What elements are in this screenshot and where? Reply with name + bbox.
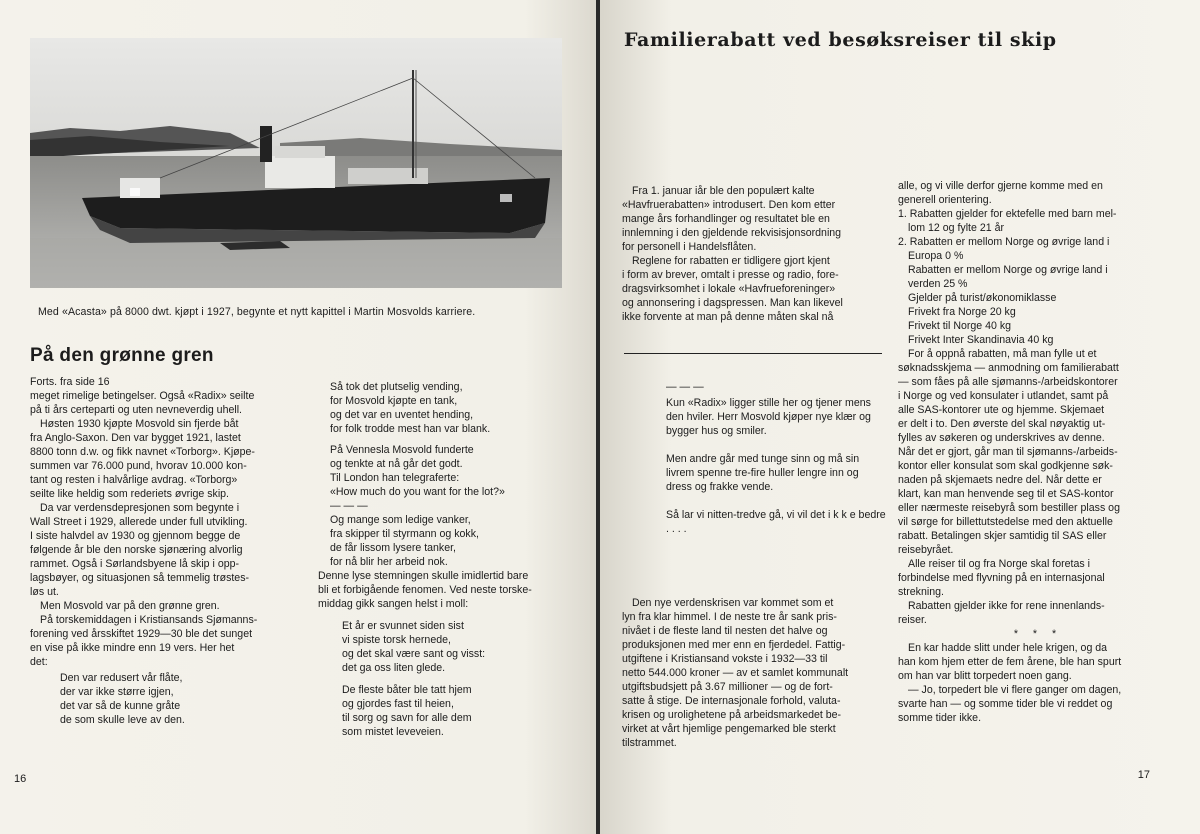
rules-list (898, 207, 1168, 347)
list-item: Frivekt fra Norge 20 kg (908, 306, 1016, 318)
text-line: i Norge og ved konsulater i utlandet, samt på (898, 390, 1109, 402)
poem-dashes: — — — (666, 381, 704, 393)
verse-line: Og mange som ledige vanker, (330, 514, 471, 526)
verse-line: det ga oss liten glede. (342, 662, 446, 674)
text-line: løs ut. (30, 586, 59, 598)
verse-line: og må sin livrem spenne (666, 453, 860, 479)
text-line: er delt i to. Den øverste del skal nøyaktig ut- (898, 418, 1106, 430)
verse-line: Men andre går med tunge sinn (666, 453, 811, 465)
text-line: tilstrammet. (622, 737, 677, 749)
text-line: virket at vårt hjemlige pengemarked ble sterkt (622, 723, 836, 735)
text-line: søknadsskjema — anmodning om familierabatt (898, 362, 1119, 374)
verse-stanza (666, 396, 886, 438)
verse-line: Kun «Radix» ligger stille her (666, 397, 798, 409)
text-line: satte å stige. De internasjonale forhold, valuta- (622, 695, 841, 707)
text-line: Rabatten gjelder ikke for rene innenlands- (908, 600, 1105, 612)
text-line: fylles av søkeren og underskrives av denne. (898, 432, 1105, 444)
text-line: lyn fra klar himmel. I de neste tre år sank pris- (622, 611, 837, 623)
verse-line: Den var redusert vår flåte, (60, 672, 183, 684)
verse-line: for nå blir her arbeid nok. (330, 556, 448, 568)
text-line: På torskemiddagen i Kristiansands Sjømanns- (40, 614, 258, 626)
left-page (0, 0, 596, 834)
verse-line: og det skal være sant og visst: (342, 648, 486, 660)
text-line: for personell i Handelsflåten. (622, 241, 757, 253)
verse-line: På Vennesla Mosvold funderte (330, 444, 474, 456)
ship-photo (30, 38, 562, 288)
verse-line: til sorg og savn for alle dem (342, 712, 472, 724)
text-line: For å oppnå rabatten, må man fylle ut et (908, 348, 1097, 360)
right-column-1-bottom (622, 596, 890, 750)
text-line: bli et forbigående fenomen. Ved neste torske- (318, 584, 532, 596)
verse-stanza (666, 452, 886, 494)
text-line: om han var blitt torpedert noen gang. (898, 670, 1072, 682)
verse-stanza (330, 380, 590, 436)
left-column-1 (30, 375, 302, 727)
text-line: Denne lyse stemningen skulle imidlertid bare (318, 570, 529, 582)
text-line: Når det er gjort, går man til sjømanns-/arbeids- (898, 446, 1118, 458)
text-line: tant og resten i halvårlige avdrag. «Torborg» (30, 474, 238, 486)
verse-line: Herr Mosvold kjøper nye klær (717, 411, 857, 423)
right-column-2 (898, 179, 1168, 725)
article-heading: På den grønne gren (30, 345, 214, 366)
verse-line: og gjordes fast til heien, (342, 698, 454, 710)
text-line: — som fåes på alle sjømanns-/arbeidskontorer (898, 376, 1118, 388)
verse-stanza (330, 683, 590, 739)
left-column-2 (318, 380, 590, 739)
text-line: meget rimelige betingelser. Også «Radix» seilte (30, 390, 255, 402)
list-item: 2. Rabatten er mellom Norge og øvrige land i (898, 236, 1110, 248)
verse-line: «How much do you want for the lot?» (330, 486, 505, 498)
verse-stanza (330, 513, 590, 569)
verse-line: og tenkte at nå går det godt. (330, 458, 463, 470)
text-line: reiser. (898, 614, 927, 626)
verse-line: — — — (330, 500, 368, 512)
verse-line: det var så de kunne gråte (60, 700, 181, 712)
left-col1-prose (30, 375, 302, 669)
verse-stanza (30, 671, 302, 727)
verse-line: vi vil det i k k e bedre . . . . (666, 509, 886, 535)
text-line: dragsvirksomhet i lokale «Havfrueforeninger» (622, 283, 836, 295)
list-item: Europa 0 % (908, 250, 964, 262)
verse-line: for Mosvold kjøpte en tank, (330, 395, 458, 407)
text-line: følgende år ble den norske sjønæring alvorlig (30, 544, 243, 556)
page-number-right: 17 (1137, 769, 1150, 781)
list-item: Frivekt Inter Skandinavia 40 kg (908, 334, 1054, 346)
list-item: verden 25 % (908, 278, 968, 290)
verse-line: Et år er svunnet siden sist (342, 620, 464, 632)
list-item: lom 12 og fylte 21 år (908, 222, 1004, 234)
text-line: Høsten 1930 kjøpte Mosvold sin fjerde båt (40, 418, 239, 430)
text-line: utgiftsbudsjett på 3.67 millioner — og de fort- (622, 681, 833, 693)
text-line: Den nye verdenskrisen var kommet som et (632, 597, 834, 609)
text-line: rabatt. Betalingen skjer samtidig til SAS eller (898, 530, 1107, 542)
text-line: Forts. fra side 16 (30, 376, 110, 388)
verse-line: og det var en uventet hending, (330, 409, 474, 421)
text-line: reisebyrået. (898, 544, 954, 556)
right-page (600, 0, 1200, 834)
text-line: ikke forvente at man på denne måten skal nå (622, 311, 834, 323)
verse-line: der var ikke større igjen, (60, 686, 174, 698)
text-line: han kom hjem etter de fem årene, ble han spurt (898, 656, 1122, 668)
text-line: I siste halvdel av 1930 og gjennom begge de (30, 530, 241, 542)
text-line: produksjonen med mer enn en fjerdedel. Fattig- (622, 639, 846, 651)
text-line: eller nærmeste reisebyrå som bestiller plass og (898, 502, 1120, 514)
text-line: fra Anglo-Saxon. Den var bygget 1921, lastet (30, 432, 241, 444)
section-separator: * * * (1013, 628, 1063, 640)
verse-line: og tjener mens den hviler. (666, 397, 871, 423)
list-item: Gjelder på turist/økonomiklasse (908, 292, 1057, 304)
verse-line: for folk trodde mest han var blank. (330, 423, 491, 435)
text-line: En kar hadde slitt under hele krigen, og da (908, 642, 1108, 654)
text-line: seilte like heldig som rederiets øvrige skip. (30, 488, 230, 500)
page-number-left: 16 (14, 773, 27, 785)
text-line: mange års forhandlinger og resultatet ble en (622, 213, 830, 225)
text-line: nivået i de fleste land til nesten det halve og (622, 625, 828, 637)
photo-caption: Med «Acasta» på 8000 dwt. kjøpt i 1927, begynte et nytt kapittel i Martin Mosvolds karriere. (38, 306, 476, 318)
verse-line: Så lar vi nitten-tredve gå, (666, 509, 784, 521)
text-line: generell orientering. (898, 194, 992, 206)
text-line: Fra 1. januar iår ble den populært kalte (632, 185, 815, 197)
text-line: netto 544.000 kroner — av et samlet kommunalt (622, 667, 849, 679)
verse-stanza (330, 443, 590, 513)
text-line: klart, kan man henvende seg til et SAS-kontor (898, 488, 1114, 500)
text-line: «Havfruerabatten» introdusert. Den kom etter (622, 199, 836, 211)
text-line: alle, og vi ville derfor gjerne komme med en (898, 180, 1103, 192)
verse-line: Så tok det plutselig vending, (330, 381, 463, 393)
poem-block (666, 380, 886, 550)
verse-line: tre-fire huller lengre inn (734, 467, 844, 479)
text-line: 8800 tonn d.w. og fikk navnet «Torborg». Kjøpe- (30, 446, 255, 458)
text-line: Men Mosvold var på den grønne gren. (40, 600, 220, 612)
text-line: det: (30, 656, 48, 668)
text-line: utgiftene i Kristiansand vokste i 1932—33 til (622, 653, 828, 665)
verse-line: de får lissom lysere tanker, (330, 542, 456, 554)
verse-line: som mistet leveveien. (342, 726, 444, 738)
text-line: strekning. (898, 586, 944, 598)
article-heading: Familierabatt ved besøksreiser til skip (624, 29, 1057, 51)
text-line: på ti års certeparti og uten nevneverdig uhell. (30, 404, 243, 416)
text-line: Alle reiser til og fra Norge skal foretas i (908, 558, 1090, 570)
list-item: Frivekt til Norge 40 kg (908, 320, 1012, 332)
verse-line: og dress og frakke vende. (666, 467, 859, 493)
text-line: innlemning i den gjeldende rekvisisjonsordning (622, 227, 842, 239)
text-line: middag gikk sangen helst i moll: (318, 598, 469, 610)
text-line: krisen og urolighetene på arbeidsmarkedet be- (622, 709, 842, 721)
verse-line: de som skulle leve av den. (60, 714, 185, 726)
verse-line: fra skipper til styrmann og kokk, (330, 528, 479, 540)
text-line: rammet. Også i Sørlandsbyene lå skip i opp- (30, 558, 240, 570)
text-line: lagsbøyer, og situasjonen så temmelig trøstes- (30, 572, 250, 584)
text-line: alle SAS-kontorer ute og hjemme. Skjemaet (898, 404, 1105, 416)
text-line: kontor eller konsulat som skal godkjenne søk- (898, 460, 1113, 472)
text-line: vil sørge for billettutstedelse med den aktuelle (898, 516, 1113, 528)
text-line: forening ved årsskiftet 1929—30 ble det sunget (30, 628, 253, 640)
text-line: svarte han — og somme tider ble vi reddet og (898, 698, 1113, 710)
text-line: naden på skjemaets nedre del. Når dette er (898, 474, 1102, 486)
text-line: Reglene for rabatten er tidligere gjort kjent (632, 255, 830, 267)
text-line: Da var verdensdepresjonen som begynte i (40, 502, 240, 514)
section-divider (624, 353, 882, 354)
text-line: forbindelse med flyvning på en internasjonal (898, 572, 1105, 584)
verse-line: Til London han telegraferte: (330, 472, 460, 484)
text-line: — Jo, torpedert ble vi flere ganger om dagen, (908, 684, 1122, 696)
list-item: Rabatten er mellom Norge og øvrige land i (908, 264, 1108, 276)
text-line: i form av brever, omtalt i presse og radio, fore- (622, 269, 839, 281)
verse-stanza (330, 619, 590, 675)
ship-photo-image (30, 38, 562, 288)
right-column-1-top (622, 184, 890, 324)
verse-line: De fleste båter ble tatt hjem (342, 684, 472, 696)
text-line: Wall Street i 1929, allerede under full utvikling. (30, 516, 248, 528)
verse-line: og bygger hus og smiler. (666, 411, 871, 437)
verse-line: vi spiste torsk hernede, (342, 634, 451, 646)
text-line: en vise på ikke mindre enn 19 vers. Her het (30, 642, 235, 654)
text-line: somme tider ikke. (898, 712, 982, 724)
verse-stanza (666, 508, 886, 536)
text-line: og annonsering i dagspressen. Man kan likevel (622, 297, 843, 309)
text-line: summen var 76.000 pund, hvorav 10.000 kon- (30, 460, 247, 472)
list-item: 1. Rabatten gjelder for ektefelle med barn mel- (898, 208, 1117, 220)
left-col2-prose (318, 569, 590, 611)
